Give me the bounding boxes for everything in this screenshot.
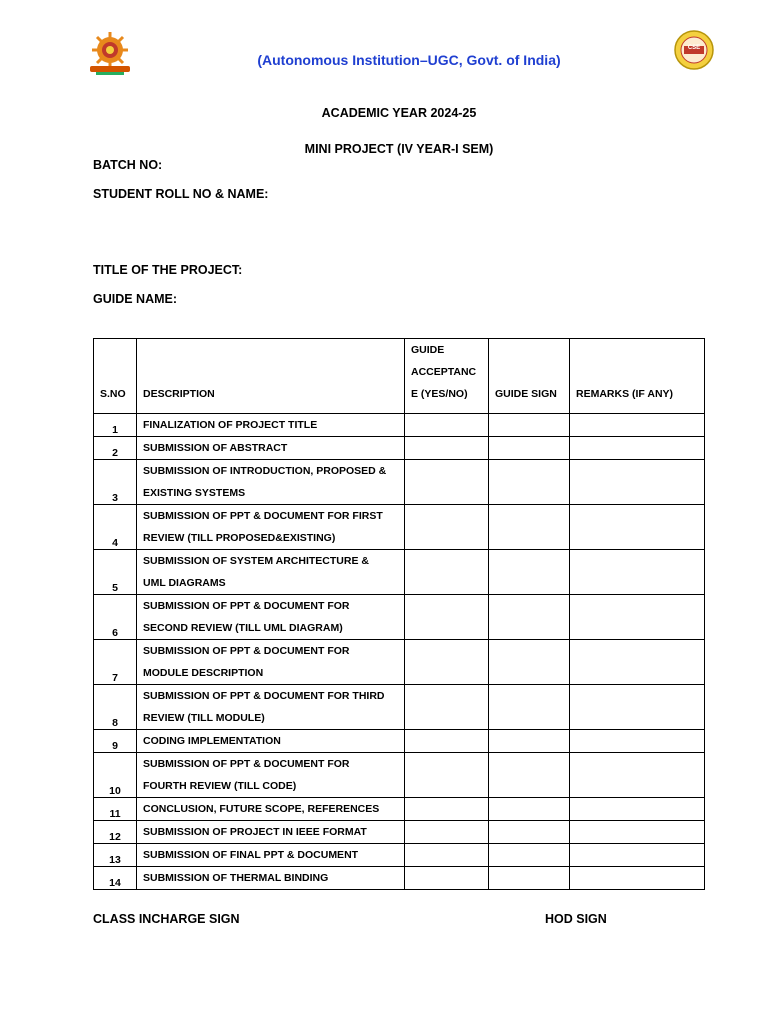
guide-acceptance-cell[interactable] <box>405 505 489 550</box>
row-sno: 8 <box>94 685 137 730</box>
guide-acceptance-cell[interactable] <box>405 460 489 505</box>
table-row <box>94 595 705 640</box>
row-description <box>137 414 405 437</box>
row-description-line: REVIEW (TILL MODULE) <box>143 712 265 724</box>
cse-badge-text: CSE <box>687 45 701 51</box>
row-description <box>137 437 405 460</box>
row-sno: 2 <box>94 437 137 460</box>
guide-acceptance-cell[interactable] <box>405 798 489 821</box>
row-description <box>137 867 405 890</box>
table-header-row <box>94 339 705 414</box>
guide-sign-cell[interactable] <box>489 844 570 867</box>
table-row <box>94 505 705 550</box>
row-description-line: CODING IMPLEMENTATION <box>143 735 281 747</box>
batch-no-label: BATCH NO: <box>93 158 163 172</box>
row-description-line: SUBMISSION OF FINAL PPT & DOCUMENT <box>143 849 359 861</box>
row-sno: 5 <box>94 550 137 595</box>
header-guide-acceptance-line: E (YES/NO) <box>411 388 468 400</box>
row-description-line: EXISTING SYSTEMS <box>143 487 246 499</box>
guide-sign-cell[interactable] <box>489 798 570 821</box>
table-row <box>94 414 705 437</box>
table-row <box>94 550 705 595</box>
table-row <box>94 730 705 753</box>
remarks-cell[interactable] <box>570 753 705 798</box>
remarks-cell[interactable] <box>570 844 705 867</box>
row-sno: 13 <box>94 844 137 867</box>
row-description <box>137 550 405 595</box>
row-description-line: SUBMISSION OF PPT & DOCUMENT FOR <box>143 758 350 770</box>
table-row <box>94 753 705 798</box>
table-row <box>94 437 705 460</box>
row-sno: 9 <box>94 730 137 753</box>
guide-acceptance-cell[interactable] <box>405 753 489 798</box>
remarks-cell[interactable] <box>570 821 705 844</box>
row-sno: 14 <box>94 867 137 890</box>
header-guide-acceptance-line: ACCEPTANC <box>411 366 477 378</box>
guide-sign-cell[interactable] <box>489 685 570 730</box>
guide-sign-cell[interactable] <box>489 460 570 505</box>
academic-year: ACADEMIC YEAR 2024-25 <box>321 106 477 120</box>
guide-sign-cell[interactable] <box>489 550 570 595</box>
cse-badge-logo <box>672 30 716 70</box>
table-row <box>94 844 705 867</box>
remarks-cell[interactable] <box>570 414 705 437</box>
guide-acceptance-cell[interactable] <box>405 730 489 753</box>
row-description <box>137 640 405 685</box>
row-sno: 7 <box>94 640 137 685</box>
guide-sign-cell[interactable] <box>489 505 570 550</box>
guide-sign-cell[interactable] <box>489 595 570 640</box>
class-incharge-sign-label: CLASS INCHARGE SIGN <box>93 912 240 926</box>
row-description-line: SUBMISSION OF PPT & DOCUMENT FOR THIRD <box>143 690 385 702</box>
table-row <box>94 821 705 844</box>
institution-note: (Autonomous Institution–UGC, Govt. of India) <box>257 52 561 68</box>
row-description <box>137 460 405 505</box>
remarks-cell[interactable] <box>570 550 705 595</box>
student-label: STUDENT ROLL NO & NAME: <box>93 187 269 201</box>
header-description: DESCRIPTION <box>137 339 405 414</box>
row-description-line: REVIEW (TILL PROPOSED&EXISTING) <box>143 532 336 544</box>
guide-sign-cell[interactable] <box>489 753 570 798</box>
guide-acceptance-cell[interactable] <box>405 550 489 595</box>
guide-sign-cell[interactable] <box>489 730 570 753</box>
row-description <box>137 798 405 821</box>
guide-acceptance-cell[interactable] <box>405 867 489 890</box>
guide-sign-cell[interactable] <box>489 437 570 460</box>
row-description <box>137 730 405 753</box>
row-description <box>137 685 405 730</box>
header-guide-sign: GUIDE SIGN <box>489 339 570 414</box>
row-description-line: SUBMISSION OF PPT & DOCUMENT FOR FIRST <box>143 510 383 522</box>
project-title-heading: MINI PROJECT (IV YEAR-I SEM) <box>304 142 494 156</box>
guide-acceptance-cell[interactable] <box>405 414 489 437</box>
row-description-line: SUBMISSION OF PPT & DOCUMENT FOR <box>143 600 350 612</box>
table-row <box>94 460 705 505</box>
row-description-line: SUBMISSION OF ABSTRACT <box>143 442 288 454</box>
row-description-line: SUBMISSION OF INTRODUCTION, PROPOSED & <box>143 465 387 477</box>
row-description-line: SECOND REVIEW (TILL UML DIAGRAM) <box>143 622 343 634</box>
row-sno: 1 <box>94 414 137 437</box>
row-description-line: UML DIAGRAMS <box>143 577 226 589</box>
guide-sign-cell[interactable] <box>489 640 570 685</box>
guide-sign-cell[interactable] <box>489 414 570 437</box>
row-sno: 6 <box>94 595 137 640</box>
remarks-cell[interactable] <box>570 505 705 550</box>
row-sno: 10 <box>94 753 137 798</box>
hod-sign-label: HOD SIGN <box>545 912 607 926</box>
row-description-line: SUBMISSION OF THERMAL BINDING <box>143 872 329 884</box>
guide-acceptance-cell[interactable] <box>405 437 489 460</box>
guide-acceptance-cell[interactable] <box>405 844 489 867</box>
row-description <box>137 753 405 798</box>
guide-name-label: GUIDE NAME: <box>93 292 178 306</box>
table-row <box>94 640 705 685</box>
header-remarks: REMARKS (IF ANY) <box>570 339 705 414</box>
table-row <box>94 867 705 890</box>
header-guide-acceptance-line: GUIDE <box>411 344 445 356</box>
row-description-line: SUBMISSION OF PPT & DOCUMENT FOR <box>143 645 350 657</box>
row-sno: 11 <box>94 798 137 821</box>
remarks-cell[interactable] <box>570 685 705 730</box>
header-guide-acceptance <box>405 339 489 414</box>
row-description <box>137 595 405 640</box>
remarks-cell[interactable] <box>570 798 705 821</box>
project-checklist-table <box>93 338 705 890</box>
remarks-cell[interactable] <box>570 460 705 505</box>
table-row <box>94 798 705 821</box>
row-description-line: SUBMISSION OF SYSTEM ARCHITECTURE & <box>143 555 369 567</box>
row-description <box>137 505 405 550</box>
table-row <box>94 685 705 730</box>
row-sno: 3 <box>94 460 137 505</box>
row-sno: 12 <box>94 821 137 844</box>
guide-sign-cell[interactable] <box>489 867 570 890</box>
header-sno: S.NO <box>94 339 137 414</box>
row-description-line: FOURTH REVIEW (TILL CODE) <box>143 780 297 792</box>
project-title-label: TITLE OF THE PROJECT: <box>93 263 243 277</box>
row-description-line: SUBMISSION OF PROJECT IN IEEE FORMAT <box>143 826 367 838</box>
remarks-cell[interactable] <box>570 640 705 685</box>
remarks-cell[interactable] <box>570 595 705 640</box>
guide-acceptance-cell[interactable] <box>405 685 489 730</box>
guide-sign-cell[interactable] <box>489 821 570 844</box>
row-sno: 4 <box>94 505 137 550</box>
remarks-cell[interactable] <box>570 730 705 753</box>
remarks-cell[interactable] <box>570 437 705 460</box>
row-description-line: MODULE DESCRIPTION <box>143 667 264 679</box>
row-description <box>137 821 405 844</box>
row-description-line: CONCLUSION, FUTURE SCOPE, REFERENCES <box>143 803 380 815</box>
row-description-line: FINALIZATION OF PROJECT TITLE <box>143 419 318 431</box>
row-description <box>137 844 405 867</box>
guide-acceptance-cell[interactable] <box>405 595 489 640</box>
remarks-cell[interactable] <box>570 867 705 890</box>
guide-acceptance-cell[interactable] <box>405 821 489 844</box>
guide-acceptance-cell[interactable] <box>405 640 489 685</box>
